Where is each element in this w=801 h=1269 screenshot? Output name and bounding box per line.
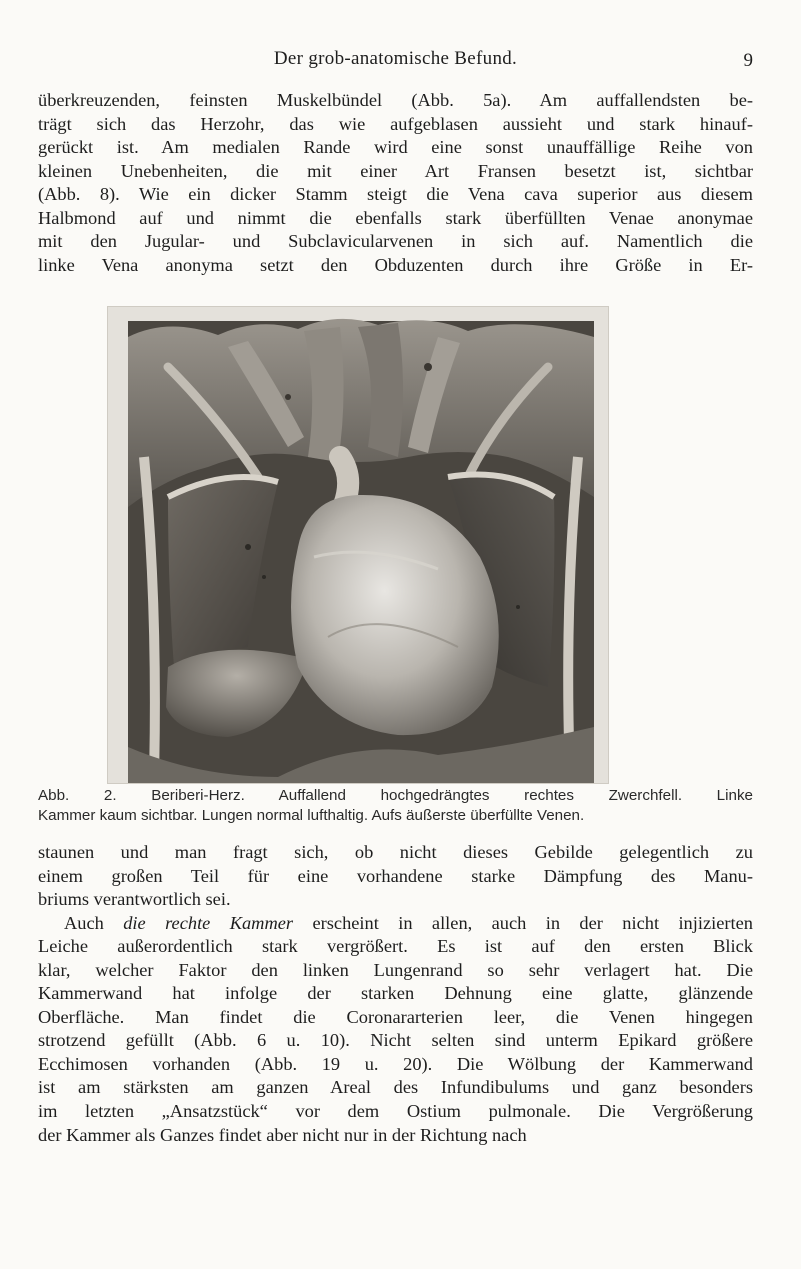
anatomical-photograph	[107, 306, 609, 784]
running-head: Der grob-anatomische Befund.	[273, 48, 518, 69]
top-paragraph	[38, 89, 753, 277]
text-line-first	[38, 912, 753, 936]
figure-caption	[38, 786, 753, 826]
page-header	[38, 46, 753, 76]
text-line: mit den Jugular- und Subclavicularvenen in sich auf. Namentlich die	[38, 231, 753, 252]
emphasis-text: die rechte Kammer	[123, 912, 294, 933]
text-line: staunen und man fragt sich, ob nicht dieses Gebilde gelegentlich zu	[38, 842, 753, 862]
text-line: Ecchimosen vorhanden (Abb. 19 u. 20). Die Wölbung der Kammerwand	[38, 1053, 753, 1074]
text-line: überkreuzenden, feinsten Muskelbündel (Abb. 5a). Am auffallendsten be-	[38, 90, 753, 110]
text-line: klar, welcher Faktor den linken Lungenrand so sehr verlagert hat. Die	[38, 959, 753, 980]
text-line: linke Vena anonyma setzt den Obduzenten durch ihre Größe in Er-	[38, 254, 753, 275]
text-line: kleinen Unebenheiten, die mit einer Art Fransen besetzt ist, sichtbar	[38, 160, 753, 181]
text-line: trägt sich das Herzohr, das wie aufgeblasen aussieht und stark hinauf-	[38, 113, 753, 134]
text-fragment: erscheint in allen, auch in der nicht injizierten	[293, 912, 753, 933]
text-line: briums verantwortlich sei.	[38, 889, 231, 910]
text-line: strotzend gefüllt (Abb. 6 u. 10). Nicht selten sind unterm Epikard größere	[38, 1030, 753, 1051]
text-line: ist am stärksten am ganzen Areal des Infundibulums und ganz besonders	[38, 1077, 753, 1098]
bottom-paragraph	[38, 841, 753, 1147]
text-line: Leiche außerordentlich stark vergrößert. Es ist auf den ersten Blick	[38, 936, 753, 957]
text-line: Kammerwand hat infolge der starken Dehnung eine glatte, glänzende	[38, 983, 753, 1004]
text-line: Oberfläche. Man findet die Coronararterien leer, die Venen hingegen	[38, 1006, 753, 1027]
page-number: 9	[743, 50, 753, 71]
caption-line: Kammer kaum sichtbar. Lungen normal lufthaltig. Aufs äußerste überfüllte Venen.	[38, 807, 585, 824]
text-line: im letzten „Ansatzstück“ vor dem Ostium pulmonale. Die Vergrößerung	[38, 1101, 753, 1122]
text-fragment: Auch	[64, 912, 124, 933]
text-line: der Kammer als Ganzes findet aber nicht nur in der Richtung nach	[38, 1124, 527, 1145]
heart-specimen-illustration	[108, 307, 608, 783]
text-line: einem großen Teil für eine vorhandene starke Dämpfung des Manu-	[38, 865, 753, 886]
text-line: (Abb. 8). Wie ein dicker Stamm steigt die Vena cava superior aus diesem	[38, 184, 753, 205]
caption-line: Abb. 2. Beriberi-Herz. Auffallend hochgedrängtes rechtes Zwerchfell. Linke	[38, 787, 753, 804]
text-line: Halbmond auf und nimmt die ebenfalls stark überfüllten Venae anonymae	[38, 207, 753, 228]
text-line: gerückt ist. Am medialen Rande wird eine sonst unauffällige Reihe von	[38, 137, 753, 158]
